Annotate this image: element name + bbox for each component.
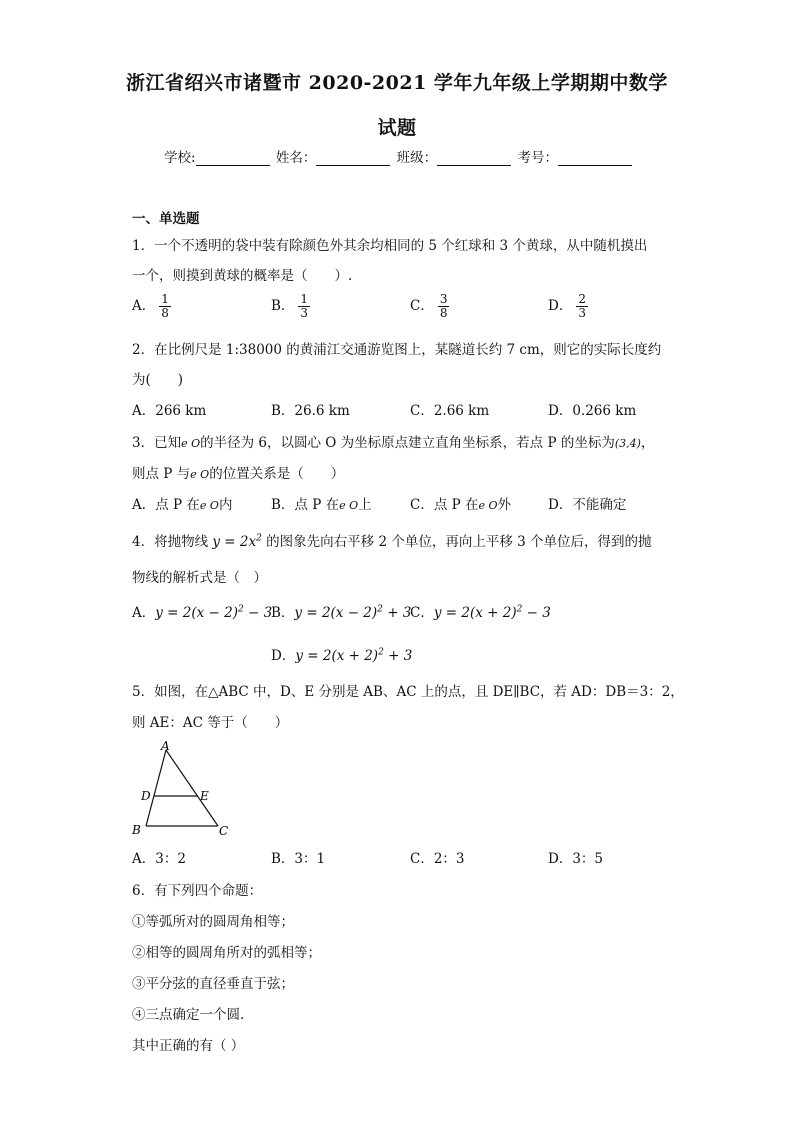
q5-option-c[interactable]: C．2：3 <box>410 851 465 867</box>
q1-option-c[interactable]: C． $\frac{3}{8}$ <box>410 292 448 320</box>
q6-statement-2: ②相等的圆周角所对的弧相等； <box>132 945 321 961</box>
label-e: E <box>200 789 209 803</box>
label-c: C <box>219 824 229 838</box>
exam-title-line1: 浙江省绍兴市诸暨市 2020-2021 学年九年级上学期期中数学 <box>126 72 668 94</box>
circle-symbol: e O <box>339 499 359 512</box>
q5-text-line2: 则 AE：AC 等于（ ） <box>132 715 289 731</box>
point-coordinate: (3,4) <box>614 437 641 450</box>
q5-text-line1: 5．如图，在△ABC 中，D、E 分别是 AB、AC 上的点，且 DE∥BC，若 AD：DB＝3：2， <box>132 684 684 700</box>
q2-option-d[interactable]: D．0.266 km <box>548 403 637 419</box>
q3-option-d[interactable]: D．不能确定 <box>548 497 627 513</box>
q4-option-b[interactable]: B．$y = 2(x - 2)^2 + 3$ <box>271 604 412 621</box>
q1-option-a[interactable]: A． $\frac{1}{8}$ <box>132 292 169 320</box>
name-blank[interactable] <box>316 151 390 166</box>
q1-option-d[interactable]: D． $\frac{2}{3}$ <box>548 292 586 320</box>
name-label: 姓名： <box>275 150 317 166</box>
exam-no-blank[interactable] <box>558 151 632 166</box>
q5-option-b[interactable]: B．3：1 <box>271 851 326 867</box>
q6-statement-1: ①等弧所对的圆周角相等； <box>132 914 294 930</box>
label-b: B <box>132 823 141 837</box>
q6-statement-3: ③平分弦的直径垂直于弦； <box>132 976 294 992</box>
q4-option-d[interactable]: D．$y = 2(x + 2)^2 + 3$ <box>271 647 413 664</box>
q2-option-c[interactable]: C．2.66 km <box>410 403 490 419</box>
student-info-row <box>164 146 634 166</box>
exam-no-label: 考号： <box>517 150 558 166</box>
class-label: 班级： <box>396 150 438 166</box>
school-blank[interactable] <box>196 151 270 166</box>
q2-text-line2: 为( ) <box>132 372 184 388</box>
q1-option-b[interactable]: B． $\frac{1}{3}$ <box>271 292 309 320</box>
circle-symbol: e O <box>181 437 201 450</box>
q4-text-line1: 4．将抛物线 $y = 2x^2$ 的图象先向右平移 2 个单位，再向上平移 3 个单位后，得到的抛 <box>132 533 652 550</box>
circle-symbol: e O <box>199 499 219 512</box>
q4-text-line2: 物线的解析式是（ ） <box>132 570 267 586</box>
q1-text-line2: 一个，则摸到黄球的概率是（ ）. <box>132 268 353 284</box>
label-a: A <box>161 739 170 753</box>
triangle-figure <box>128 738 238 838</box>
circle-symbol: e O <box>478 499 498 512</box>
q4-option-a[interactable]: A．$y = 2(x - 2)^2 - 3$ <box>132 604 273 621</box>
fraction: $\frac{3}{8}$ <box>439 292 448 320</box>
class-blank[interactable] <box>437 151 511 166</box>
q3-option-a[interactable]: A．点 P 在e O内 <box>132 497 233 513</box>
fraction: $\frac{2}{3}$ <box>578 292 586 320</box>
q6-question: 其中正确的有（ ） <box>132 1038 245 1054</box>
q3-text-line1: 3．已知e O的半径为 6，以圆心 O 为坐标原点建立直角坐标系，若点 P 的坐标为(3,4)， <box>132 435 655 451</box>
q3-option-b[interactable]: B．点 P 在e O上 <box>271 497 372 513</box>
q5-option-a[interactable]: A．3：2 <box>132 851 186 867</box>
q1-text-line1: 1．一个不透明的袋中装有除颜色外其余均相同的 5 个红球和 3 个黄球，从中随机摸出 <box>132 238 648 254</box>
q3-text-line2: 则点 P 与e O的位置关系是（ ） <box>132 466 345 482</box>
q5-option-d[interactable]: D．3：5 <box>548 851 604 867</box>
q4-option-c[interactable]: C．$y = 2(x + 2)^2 - 3$ <box>410 604 551 621</box>
q6-statement-4: ④三点确定一个圆. <box>132 1007 245 1023</box>
q2-text-line1: 2．在比例尺是 1:38000 的黄浦江交通游览图上，某隧道长约 7 cm，则它的实际长度约 <box>132 342 662 358</box>
q2-option-b[interactable]: B．26.6 km <box>271 403 350 419</box>
fraction: $\frac{1}{3}$ <box>300 292 309 320</box>
section-heading: 一、单选题 <box>132 211 200 227</box>
q2-option-a[interactable]: A．266 km <box>132 403 207 419</box>
q3-option-c[interactable]: C．点 P 在e O外 <box>410 497 512 513</box>
q6-text-line1: 6．有下列四个命题： <box>132 883 263 899</box>
side-ab <box>146 750 166 826</box>
parabola-expression: $y = 2x^2$ <box>212 533 262 550</box>
circle-symbol: e O <box>190 468 210 481</box>
school-label: 学校: <box>164 150 196 166</box>
label-d: D <box>141 789 151 803</box>
fraction: $\frac{1}{8}$ <box>161 292 169 320</box>
side-ac <box>166 750 218 826</box>
exam-title-line2: 试题 <box>377 117 417 139</box>
